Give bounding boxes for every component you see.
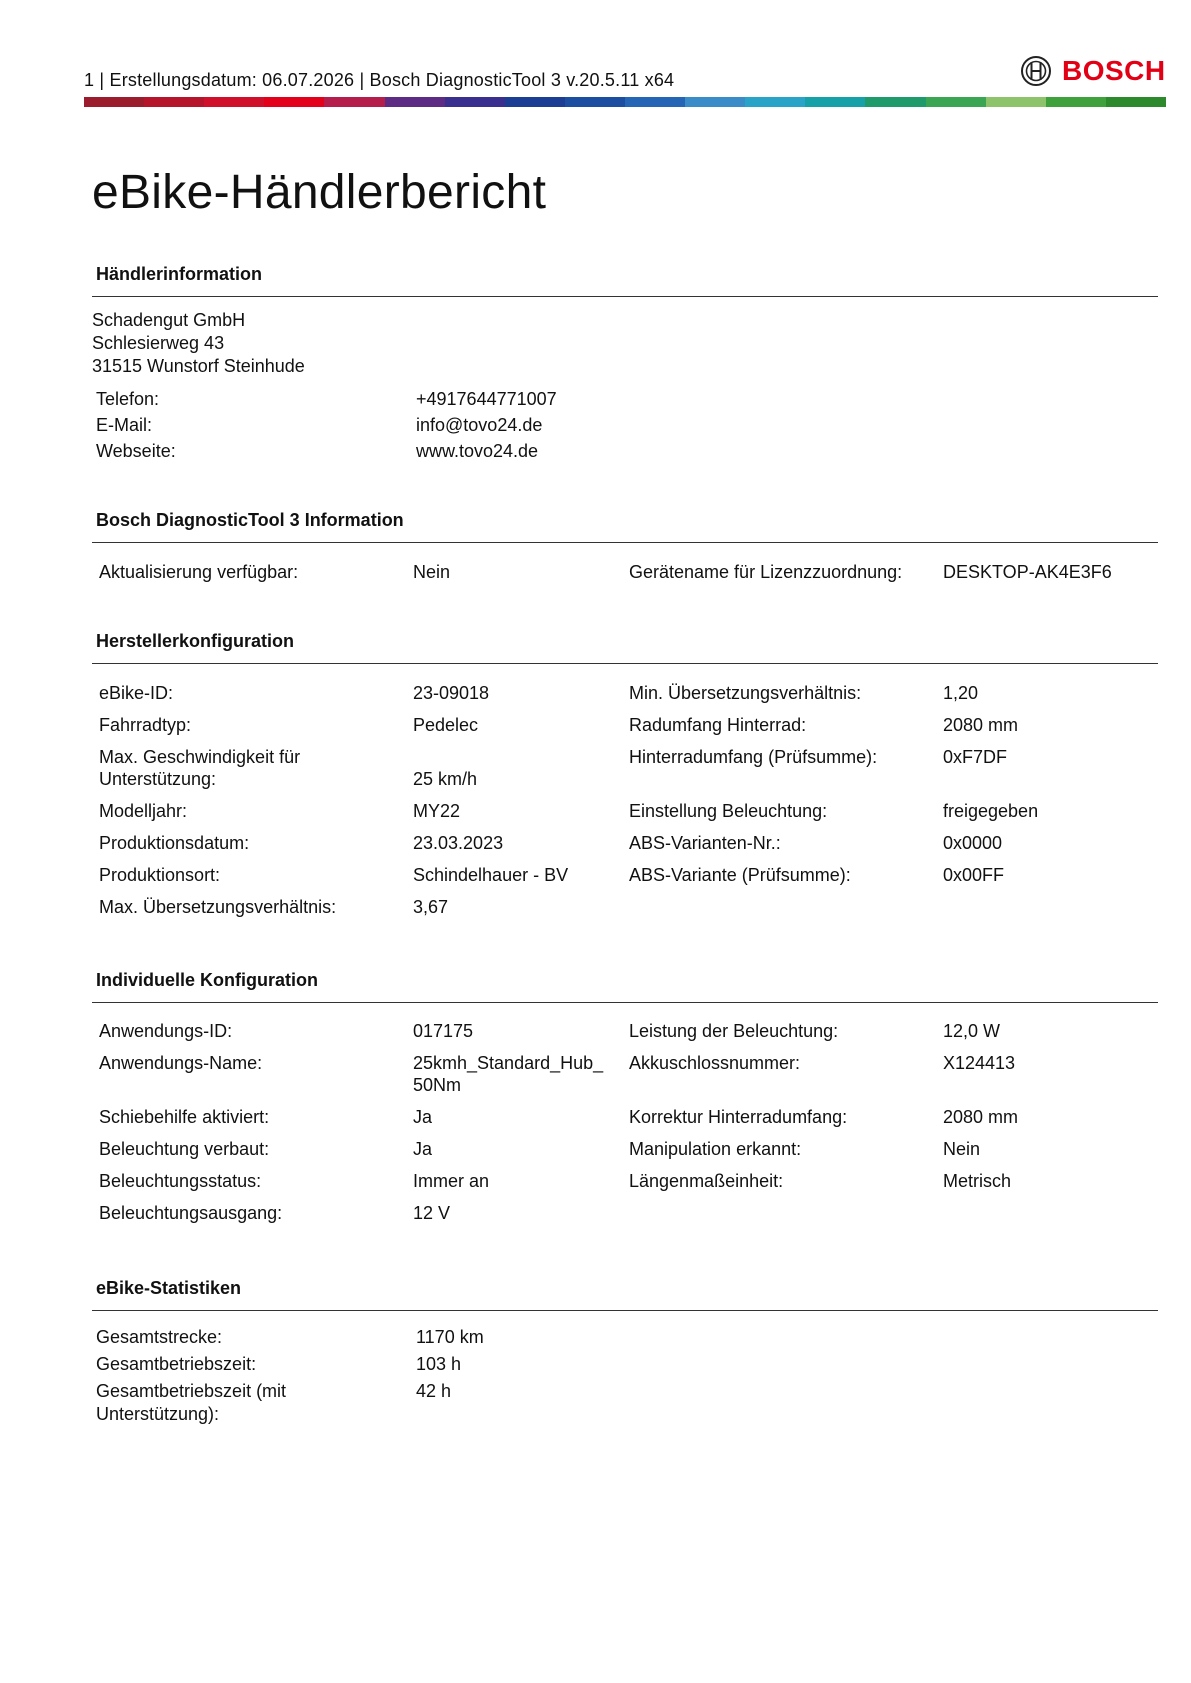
unit-label: Längenmaßeinheit: <box>629 1171 784 1191</box>
abs-checksum-value: 0x00FF <box>943 865 1005 885</box>
contact-row <box>96 412 557 438</box>
light-output-value: 12 V <box>413 1203 451 1223</box>
dealer-name: Schadengut GmbH <box>92 310 246 330</box>
update-value: Nein <box>413 562 451 582</box>
individual-section <box>92 966 1158 1003</box>
wheel-corr-value: 2080 mm <box>943 1107 1019 1127</box>
ebike-id-value: 23-09018 <box>413 683 490 703</box>
device-label: Gerätename für Lizenzzuordnung: <box>629 562 903 582</box>
dealer-contacts <box>96 386 557 464</box>
prod-date-label: Produktionsdatum: <box>99 833 250 853</box>
runtime-label: Gesamtbetriebszeit: <box>96 1354 257 1374</box>
contact-row <box>96 438 557 464</box>
contact-row <box>96 386 557 412</box>
update-label: Aktualisierung verfügbar: <box>99 562 299 582</box>
distance-label: Gesamtstrecke: <box>96 1327 223 1347</box>
bosch-logo <box>1020 53 1166 89</box>
app-name-value: 25kmh_Standard_Hub_ 50Nm <box>413 1053 604 1095</box>
light-installed-label: Beleuchtung verbaut: <box>99 1139 270 1159</box>
dealer-section <box>92 260 1158 297</box>
max-speed-value: 25 km/h <box>413 769 478 789</box>
email-label: E-Mail: <box>96 415 153 435</box>
model-year-label: Modelljahr: <box>99 801 188 821</box>
tamper-value: Nein <box>943 1139 981 1159</box>
max-ratio-label: Max. Übersetzungsverhältnis: <box>99 897 337 917</box>
bosch-armature-icon <box>1020 55 1052 87</box>
prod-site-label: Produktionsort: <box>99 865 221 885</box>
grid-row <box>99 1052 1153 1096</box>
grid-row <box>99 1202 1153 1224</box>
light-installed-value: Ja <box>413 1139 433 1159</box>
email-value: info@tovo24.de <box>416 415 543 435</box>
unit-value: Metrisch <box>943 1171 1012 1191</box>
light-status-value: Immer an <box>413 1171 490 1191</box>
light-setting-label: Einstellung Beleuchtung: <box>629 801 828 821</box>
grid-row <box>99 896 1153 918</box>
dealer-street: Schlesierweg 43 <box>92 333 225 353</box>
grid-row <box>99 1170 1153 1192</box>
bike-type-label: Fahrradtyp: <box>99 715 192 735</box>
section-title: Herstellerkonfiguration <box>96 631 295 651</box>
grid-row <box>99 832 1153 854</box>
stats-section <box>92 1274 1158 1311</box>
device-value: DESKTOP-AK4E3F6 <box>943 562 1112 582</box>
model-year-value: MY22 <box>413 801 461 821</box>
runtime-value: 103 h <box>416 1354 462 1374</box>
app-id-label: Anwendungs-ID: <box>99 1021 233 1041</box>
grid-row <box>99 1106 1153 1128</box>
section-title: Individuelle Konfiguration <box>96 970 318 990</box>
bike-type-value: Pedelec <box>413 715 479 735</box>
min-ratio-value: 1,20 <box>943 683 979 703</box>
light-output-label: Beleuchtungsausgang: <box>99 1203 283 1223</box>
light-power-label: Leistung der Beleuchtung: <box>629 1021 839 1041</box>
divider <box>92 1310 1158 1311</box>
grid-row <box>99 561 1153 583</box>
individual-grid <box>99 1020 1153 1224</box>
grid-row <box>99 714 1153 736</box>
phone-value: +4917644771007 <box>416 389 557 409</box>
distance-value: 1170 km <box>416 1327 484 1347</box>
grid-row <box>99 682 1153 704</box>
web-label: Webseite: <box>96 441 176 461</box>
stat-row <box>96 1353 484 1376</box>
color-bar <box>84 97 1166 107</box>
stats-list <box>96 1326 484 1426</box>
section-title: Bosch DiagnosticTool 3 Information <box>96 510 404 530</box>
abs-variant-no-label: ABS-Varianten-Nr.: <box>629 833 781 853</box>
section-title: Händlerinformation <box>96 264 263 284</box>
grid-row <box>99 1138 1153 1160</box>
wheel-circ-value: 2080 mm <box>943 715 1019 735</box>
tool-section <box>92 506 1158 543</box>
grid-row <box>99 864 1153 886</box>
lock-no-value: X124413 <box>943 1053 1016 1073</box>
manufacturer-grid <box>99 682 1153 918</box>
min-ratio-label: Min. Übersetzungsverhältnis: <box>629 683 862 703</box>
light-status-label: Beleuchtungsstatus: <box>99 1171 262 1191</box>
abs-checksum-label: ABS-Variante (Prüfsumme): <box>629 865 851 885</box>
abs-variant-no-value: 0x0000 <box>943 833 1003 853</box>
grid-row <box>99 1020 1153 1042</box>
stat-row <box>96 1326 484 1349</box>
grid-row <box>99 800 1153 822</box>
brand-name: BOSCH <box>1062 55 1166 86</box>
manufacturer-section <box>92 627 1158 664</box>
web-value: www.tovo24.de <box>416 441 539 461</box>
assist-runtime-value: 42 h <box>416 1381 452 1401</box>
wheel-corr-label: Korrektur Hinterradumfang: <box>629 1107 848 1127</box>
prod-date-value: 23.03.2023 <box>413 833 504 853</box>
stat-row <box>96 1380 484 1426</box>
wheel-checksum-label: Hinterradumfang (Prüfsumme): <box>629 747 878 767</box>
dealer-city: 31515 Wunstorf Steinhude <box>92 356 305 376</box>
push-assist-value: Ja <box>413 1107 433 1127</box>
phone-label: Telefon: <box>96 389 160 409</box>
divider <box>92 1002 1158 1003</box>
wheel-checksum-value: 0xF7DF <box>943 747 1008 767</box>
assist-runtime-label: Gesamtbetriebszeit (mit Unterstützung): <box>96 1381 287 1424</box>
report-title: eBike-Händlerbericht <box>92 166 547 219</box>
grid-row <box>99 746 1153 790</box>
divider <box>92 542 1158 543</box>
light-setting-value: freigegeben <box>943 801 1039 821</box>
tool-grid <box>99 561 1153 583</box>
app-id-value: 017175 <box>413 1021 474 1041</box>
lock-no-label: Akkuschlossnummer: <box>629 1053 801 1073</box>
light-power-value: 12,0 W <box>943 1021 1001 1041</box>
prod-site-value: Schindelhauer - BV <box>413 865 569 885</box>
header-line: 1 | Erstellungsdatum: 06.07.2026 | Bosch DiagnosticTool 3 v.20.5.11 x64 <box>84 70 675 90</box>
push-assist-label: Schiebehilfe aktiviert: <box>99 1107 270 1127</box>
divider <box>92 296 1158 297</box>
ebike-id-label: eBike-ID: <box>99 683 174 703</box>
tamper-label: Manipulation erkannt: <box>629 1139 802 1159</box>
max-speed-label: Max. Geschwindigkeit für Unterstützung: <box>99 747 301 789</box>
dealer-address <box>92 309 305 378</box>
divider <box>92 663 1158 664</box>
app-name-label: Anwendungs-Name: <box>99 1053 263 1073</box>
wheel-circ-label: Radumfang Hinterrad: <box>629 715 807 735</box>
section-title: eBike-Statistiken <box>96 1278 242 1298</box>
max-ratio-value: 3,67 <box>413 897 449 917</box>
